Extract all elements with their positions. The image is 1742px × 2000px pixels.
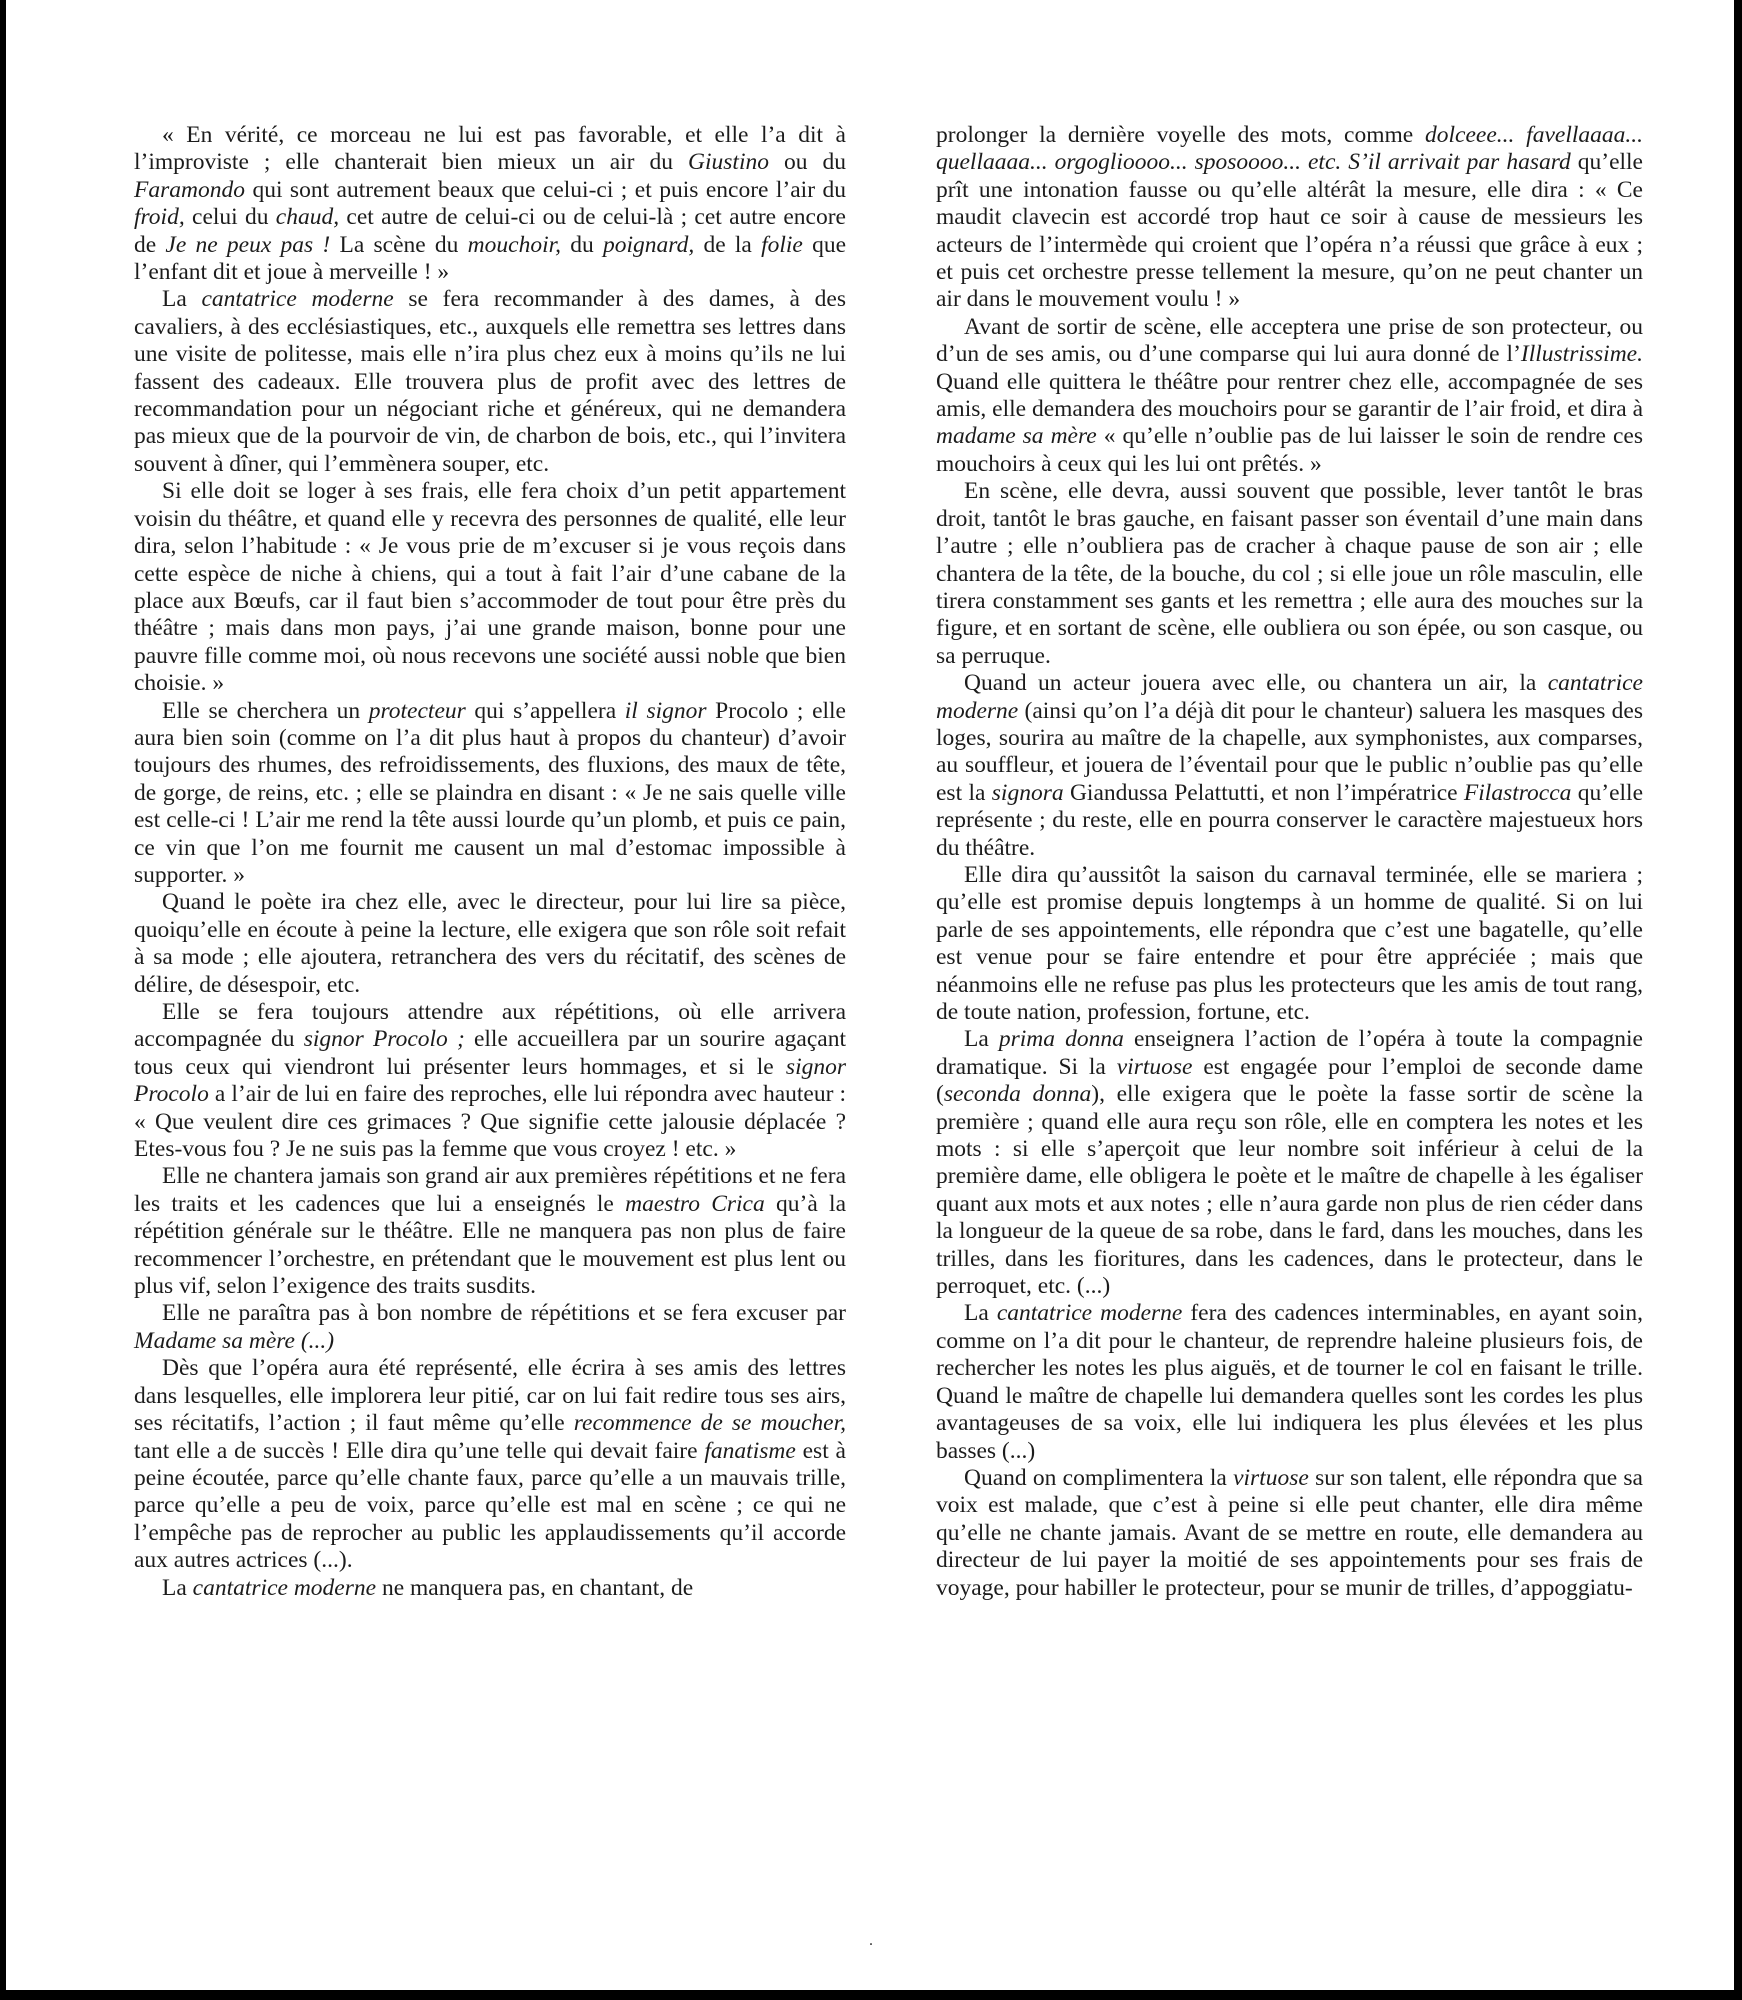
- text-run: ne manquera pas, en chantant, de: [376, 1574, 694, 1601]
- paragraph: [134, 478, 846, 697]
- scan-border-bottom: [0, 1990, 1742, 2000]
- text-run: Dès que l’opéra aura été représenté, elle écrira à ses amis des lettres dans lesquelles, elle implorera leur pitié, car on lui fait redire tous ses airs, ses récitatifs, l’action ; il faut même qu’elle: [134, 1355, 846, 1437]
- italic-phrase: cantatrice moderne: [192, 1574, 377, 1601]
- italic-phrase: signor Procolo ;: [303, 1026, 465, 1053]
- italic-phrase: Giustino: [688, 149, 769, 176]
- text-run: sur son talent, elle répondra que sa voix est malade, que c’est à peine si elle peut chanter, elle dira même qu’elle ne chante jamais. Avant de se mettre en route, elle demandera au directeur de lui payer la moitié de ses appointements pour ses frais de voyage, pour habiller le protecteur, pour se munir de trilles, d’appoggiatu-: [936, 1464, 1643, 1601]
- italic-phrase: prima donna: [998, 1026, 1124, 1053]
- text-run: enseignera l’action de l’opéra à toute la compagnie dramatique. Si la: [936, 1026, 1643, 1080]
- paragraph: [134, 1163, 846, 1300]
- text-run: tant elle a de succès ! Elle dira qu’une telle qui devait faire: [134, 1437, 705, 1464]
- paragraph: [134, 889, 846, 999]
- text-run: Avant de sortir de scène, elle acceptera une prise de son protecteur, ou d’un de ses amis, ou d’une comparse qui lui aura donné de l’: [936, 313, 1643, 368]
- text-run: se fera recommander à des dames, à des cavaliers, à des ecclésiastiques, etc., auxquels elle remettra ses lettres dans une visite de politesse, mais elle n’ira plus chez eux à moins qu’ils ne lui fassent des cadeaux. Elle trouvera plus de profit avec des lettres de recommandation pour un négociant riche et généreux, qui ne demandera pas mieux que de la pourvoir de vin, de charbon de bois, etc., qui l’invitera souvent à dîner, qui l’emmènera souper, etc.: [134, 286, 846, 477]
- italic-phrase: cantatrice moderne: [201, 286, 394, 313]
- paragraph: [936, 1465, 1643, 1602]
- text-run: prolonger la dernière voyelle des mots, comme: [936, 122, 1426, 148]
- italic-phrase: dolceee... favellaaaa... quellaaaa... orgoglioooo... sposoooo... etc. S’il arrivait par hasard: [936, 122, 1643, 176]
- italic-phrase: maestro Crica: [625, 1190, 765, 1217]
- text-run: (ainsi qu’on l’a déjà dit pour le chanteur) saluera les masques des loges, sourira au maître de la chapelle, aux symphonistes, aux comparses, au souffleur, et jouera de l’éventail pour que le public n’oublie pas qu’elle est la: [936, 697, 1643, 806]
- italic-phrase: il signor: [624, 697, 707, 724]
- italic-phrase: Illustrissime.: [1520, 341, 1643, 368]
- text-run: Quand on complimentera la: [964, 1464, 1234, 1491]
- italic-phrase: poignard,: [603, 231, 695, 258]
- right-text-column: [936, 122, 1643, 1602]
- paragraph: [936, 862, 1643, 1026]
- text-run: Quand le poète ira chez elle, avec le directeur, pour lui lire sa pièce, quoiqu’elle en écoute à peine la lecture, elle exigera que son rôle soit refait à sa mode ; elle ajoutera, retranchera des vers du récitatif, des scènes de délire, de désespoir, etc.: [134, 889, 846, 998]
- text-run: que l’enfant dit et joue à merveille ! »: [134, 231, 847, 286]
- text-run: celui du: [184, 204, 276, 231]
- paragraph: [134, 698, 846, 890]
- paragraph: [134, 122, 846, 286]
- page-center-mark: .: [869, 1932, 873, 1949]
- italic-phrase: fanatisme: [704, 1437, 796, 1464]
- paragraph: [134, 286, 846, 478]
- text-run: a l’air de lui en faire des reproches, elle lui répondra avec hauteur : « Que veulent dire ces grimaces ? Que signifie cette jalousie déplacée ? Etes-vous fou ? Je ne suis pas la femme que vous croyez ! etc. »: [134, 1081, 846, 1163]
- text-run: ), elle exigera que le poète la fasse sortir de scène la première ; quand elle aura reçu son rôle, elle en comptera les notes et les mots : si elle s’aperçoit que leur nombre soit inférieur à celui de la première dame, elle obligera le poète et le maître de chapelle à les égaliser quant aux mots et aux notes ; elle n’aura garde non plus de rien céder dans la longueur de la queue de sa robe, dans le fard, dans les mouches, dans les trilles, dans les fioritures, dans les cadences, dans le protecteur, dans le perroquet, etc. (...): [936, 1081, 1643, 1300]
- text-run: est à peine écoutée, parce qu’elle chante faux, parce qu’elle a un mauvais trille, parce qu’elle a peu de voix, parce qu’elle est mal en scène ; ce qui ne l’empêche pas de reprocher au public les applaudissements qu’il accorde aux autres actrices (...).: [134, 1437, 846, 1574]
- text-run: Giandussa Pelattutti, et non l’impératrice: [1063, 779, 1464, 806]
- text-run: Procolo ; elle aura bien soin (comme on l’a dit plus haut à propos du chanteur) d’avoir toujours des rhumes, des refroidissements, des fluxions, des maux de tête, de gorge, de reins, etc. ; elle se plaindra en disant : « Je ne sais quelle ville est celle-ci ! L’air me rend la tête aussi lourde qu’un plomb, et puis ce pain, ce vin que l’on me fournit me causent un mal d’estomac impossible à supporter. »: [134, 697, 846, 888]
- text-run: Elle se cherchera un: [162, 697, 369, 724]
- paragraph: [936, 1026, 1643, 1300]
- italic-phrase: protecteur: [368, 697, 466, 724]
- text-run: qu’elle représente ; du reste, elle en pourra conserver le caractère majestueux hors du théâtre.: [936, 779, 1644, 861]
- scan-border-left: [0, 0, 6, 2000]
- paragraph: [134, 999, 846, 1163]
- italic-phrase: cantatrice moderne: [996, 1300, 1183, 1327]
- italic-phrase: signor Procolo: [134, 1053, 846, 1108]
- text-run: de la: [694, 231, 762, 258]
- paragraph: [936, 670, 1643, 862]
- text-run: La: [964, 1026, 999, 1053]
- text-run: fera des cadences interminables, en ayant soin, comme on l’a dit pour le chanteur, de reprendre haleine plusieurs fois, de rechercher les notes les plus aiguës, et de tourner le col en faisant le trille. Quand le maître de chapelle lui demandera quelles sont les cordes les plus avantageuses de sa voix, elle lui indiquera les plus élevées et les plus basses (...): [936, 1300, 1643, 1464]
- paragraph: [936, 478, 1643, 670]
- paragraph: [936, 1300, 1643, 1464]
- text-run: du: [561, 231, 604, 258]
- text-run: qu’elle prît une intonation fausse ou qu’elle altérât la mesure, elle dira : « Ce maudit clavecin est accordé trop haut ce soir à cause de messieurs les acteurs de l’intermède qui croient que l’opéra n’a réussi que grâce à eux ; et puis cet orchestre presse tellement la mesure, qu’on ne peut chanter un air dans le mouvement voulu ! »: [936, 149, 1643, 313]
- text-run: La: [162, 1574, 193, 1601]
- text-run: Elle se fera toujours attendre aux répétitions, où elle arrivera accompagnée du: [134, 999, 846, 1053]
- text-run: Quand un acteur jouera avec elle, ou chantera un air, la: [964, 670, 1548, 697]
- italic-phrase: Madame sa mère (...): [134, 1327, 335, 1354]
- paragraph: [134, 1300, 846, 1355]
- text-run: La scène du: [330, 231, 468, 258]
- italic-phrase: signora: [991, 779, 1064, 806]
- text-run: Quand elle quittera le théâtre pour rentrer chez elle, accompagnée de ses amis, elle demandera des mouchoirs pour se garantir de l’air froid, et dira à: [936, 368, 1643, 423]
- paragraph: [134, 1355, 846, 1574]
- italic-phrase: virtuose: [1233, 1464, 1309, 1491]
- italic-phrase: mouchoir,: [467, 231, 562, 258]
- text-run: elle accueillera par un sourire agaçant tous ceux qui viendront lui présenter leurs hommages, et si le: [134, 1026, 846, 1080]
- paragraph: [936, 314, 1643, 478]
- italic-phrase: seconda donna: [943, 1081, 1092, 1108]
- italic-phrase: Filastrocca: [1463, 779, 1572, 806]
- italic-phrase: recommence de se moucher,: [573, 1410, 846, 1437]
- italic-phrase: virtuose: [1116, 1053, 1193, 1080]
- text-run: En scène, elle devra, aussi souvent que possible, lever tantôt le bras droit, tantôt le bras gauche, en faisant passer son éventail d’une main dans l’autre ; elle n’oubliera pas de cracher à chaque pause de son air ; elle chantera de la tête, de la bouche, du col ; si elle joue un rôle masculin, elle tirera constamment ses gants et les remettra ; elle aura des mouches sur la figure, et en sortant de scène, elle oubliera ou son épée, ou son casque, ou sa perruque.: [936, 478, 1643, 669]
- italic-phrase: Faramondo: [134, 176, 245, 203]
- text-run: « qu’elle n’oublie pas de lui laisser le soin de rendre ces mouchoirs à ceux qui les lui ont prêtés. »: [936, 423, 1643, 477]
- text-run: Elle dira qu’aussitôt la saison du carnaval terminée, elle se mariera ; qu’elle est promise depuis longtemps à un homme de qualité. Si on lui parle de ses appointements, elle répondra que c’est une bagatelle, qu’elle est venue pour se faire entendre et pour être appréciée ; mais que néanmoins elle ne refuse pas plus les protecteurs que les amis de tout rang, de toute nation, profession, fortune, etc.: [936, 861, 1643, 1025]
- text-run: qu’à la répétition générale sur le théâtre. Elle ne manquera pas non plus de faire recommencer l’orchestre, en prétendant que le mouvement est plus lent ou plus vif, selon l’exigence des traits susdits.: [134, 1190, 846, 1300]
- italic-phrase: folie: [761, 231, 803, 258]
- text-run: La: [162, 286, 202, 313]
- text-run: qui s’appellera: [465, 697, 625, 724]
- paragraph: [134, 1575, 846, 1602]
- paragraph: [936, 122, 1643, 314]
- text-run: qui sont autrement beaux que celui-ci ; et puis encore l’air du: [244, 176, 846, 203]
- text-run: Si elle doit se loger à ses frais, elle fera choix d’un petit appartement voisin du théâtre, et quand elle y recevra des personnes de qualité, elle leur dira, selon l’habitude : « Je vous prie de m’excuser si je vous reçois dans cette espèce de niche à chiens, qui a tout à fait l’air d’une cabane de la place aux Bœufs, car il faut bien s’accommoder de tout pour être près du théâtre ; mais dans mon pays, j’ai une grande maison, bonne pour une pauvre fille comme moi, où nous recevons une société aussi noble que bien choisie. »: [134, 478, 846, 697]
- text-run: ou du: [768, 149, 846, 176]
- text-run: est engagée pour l’emploi de seconde dame (: [936, 1053, 1644, 1108]
- italic-phrase: madame sa mère: [936, 423, 1097, 450]
- text-run: cet autre de celui-ci ou de celui-là ; cet autre encore de: [134, 204, 846, 258]
- italic-phrase: cantatrice moderne: [936, 670, 1643, 724]
- text-run: « En vérité, ce morceau ne lui est pas favorable, et elle l’a dit à l’improviste ; elle chanterait bien mieux un air du: [134, 122, 846, 176]
- left-text-column: [134, 122, 846, 1602]
- italic-phrase: chaud,: [275, 204, 340, 231]
- scan-border-right: [1734, 0, 1742, 2000]
- text-run: Elle ne paraîtra pas à bon nombre de répétitions et se fera excuser par: [162, 1300, 846, 1327]
- italic-phrase: froid,: [134, 204, 185, 231]
- italic-phrase: Je ne peux pas !: [165, 231, 331, 258]
- text-run: Elle ne chantera jamais son grand air aux premières répétitions et ne fera les traits et les cadences que lui a enseignés le: [134, 1163, 846, 1217]
- text-run: La: [964, 1300, 997, 1327]
